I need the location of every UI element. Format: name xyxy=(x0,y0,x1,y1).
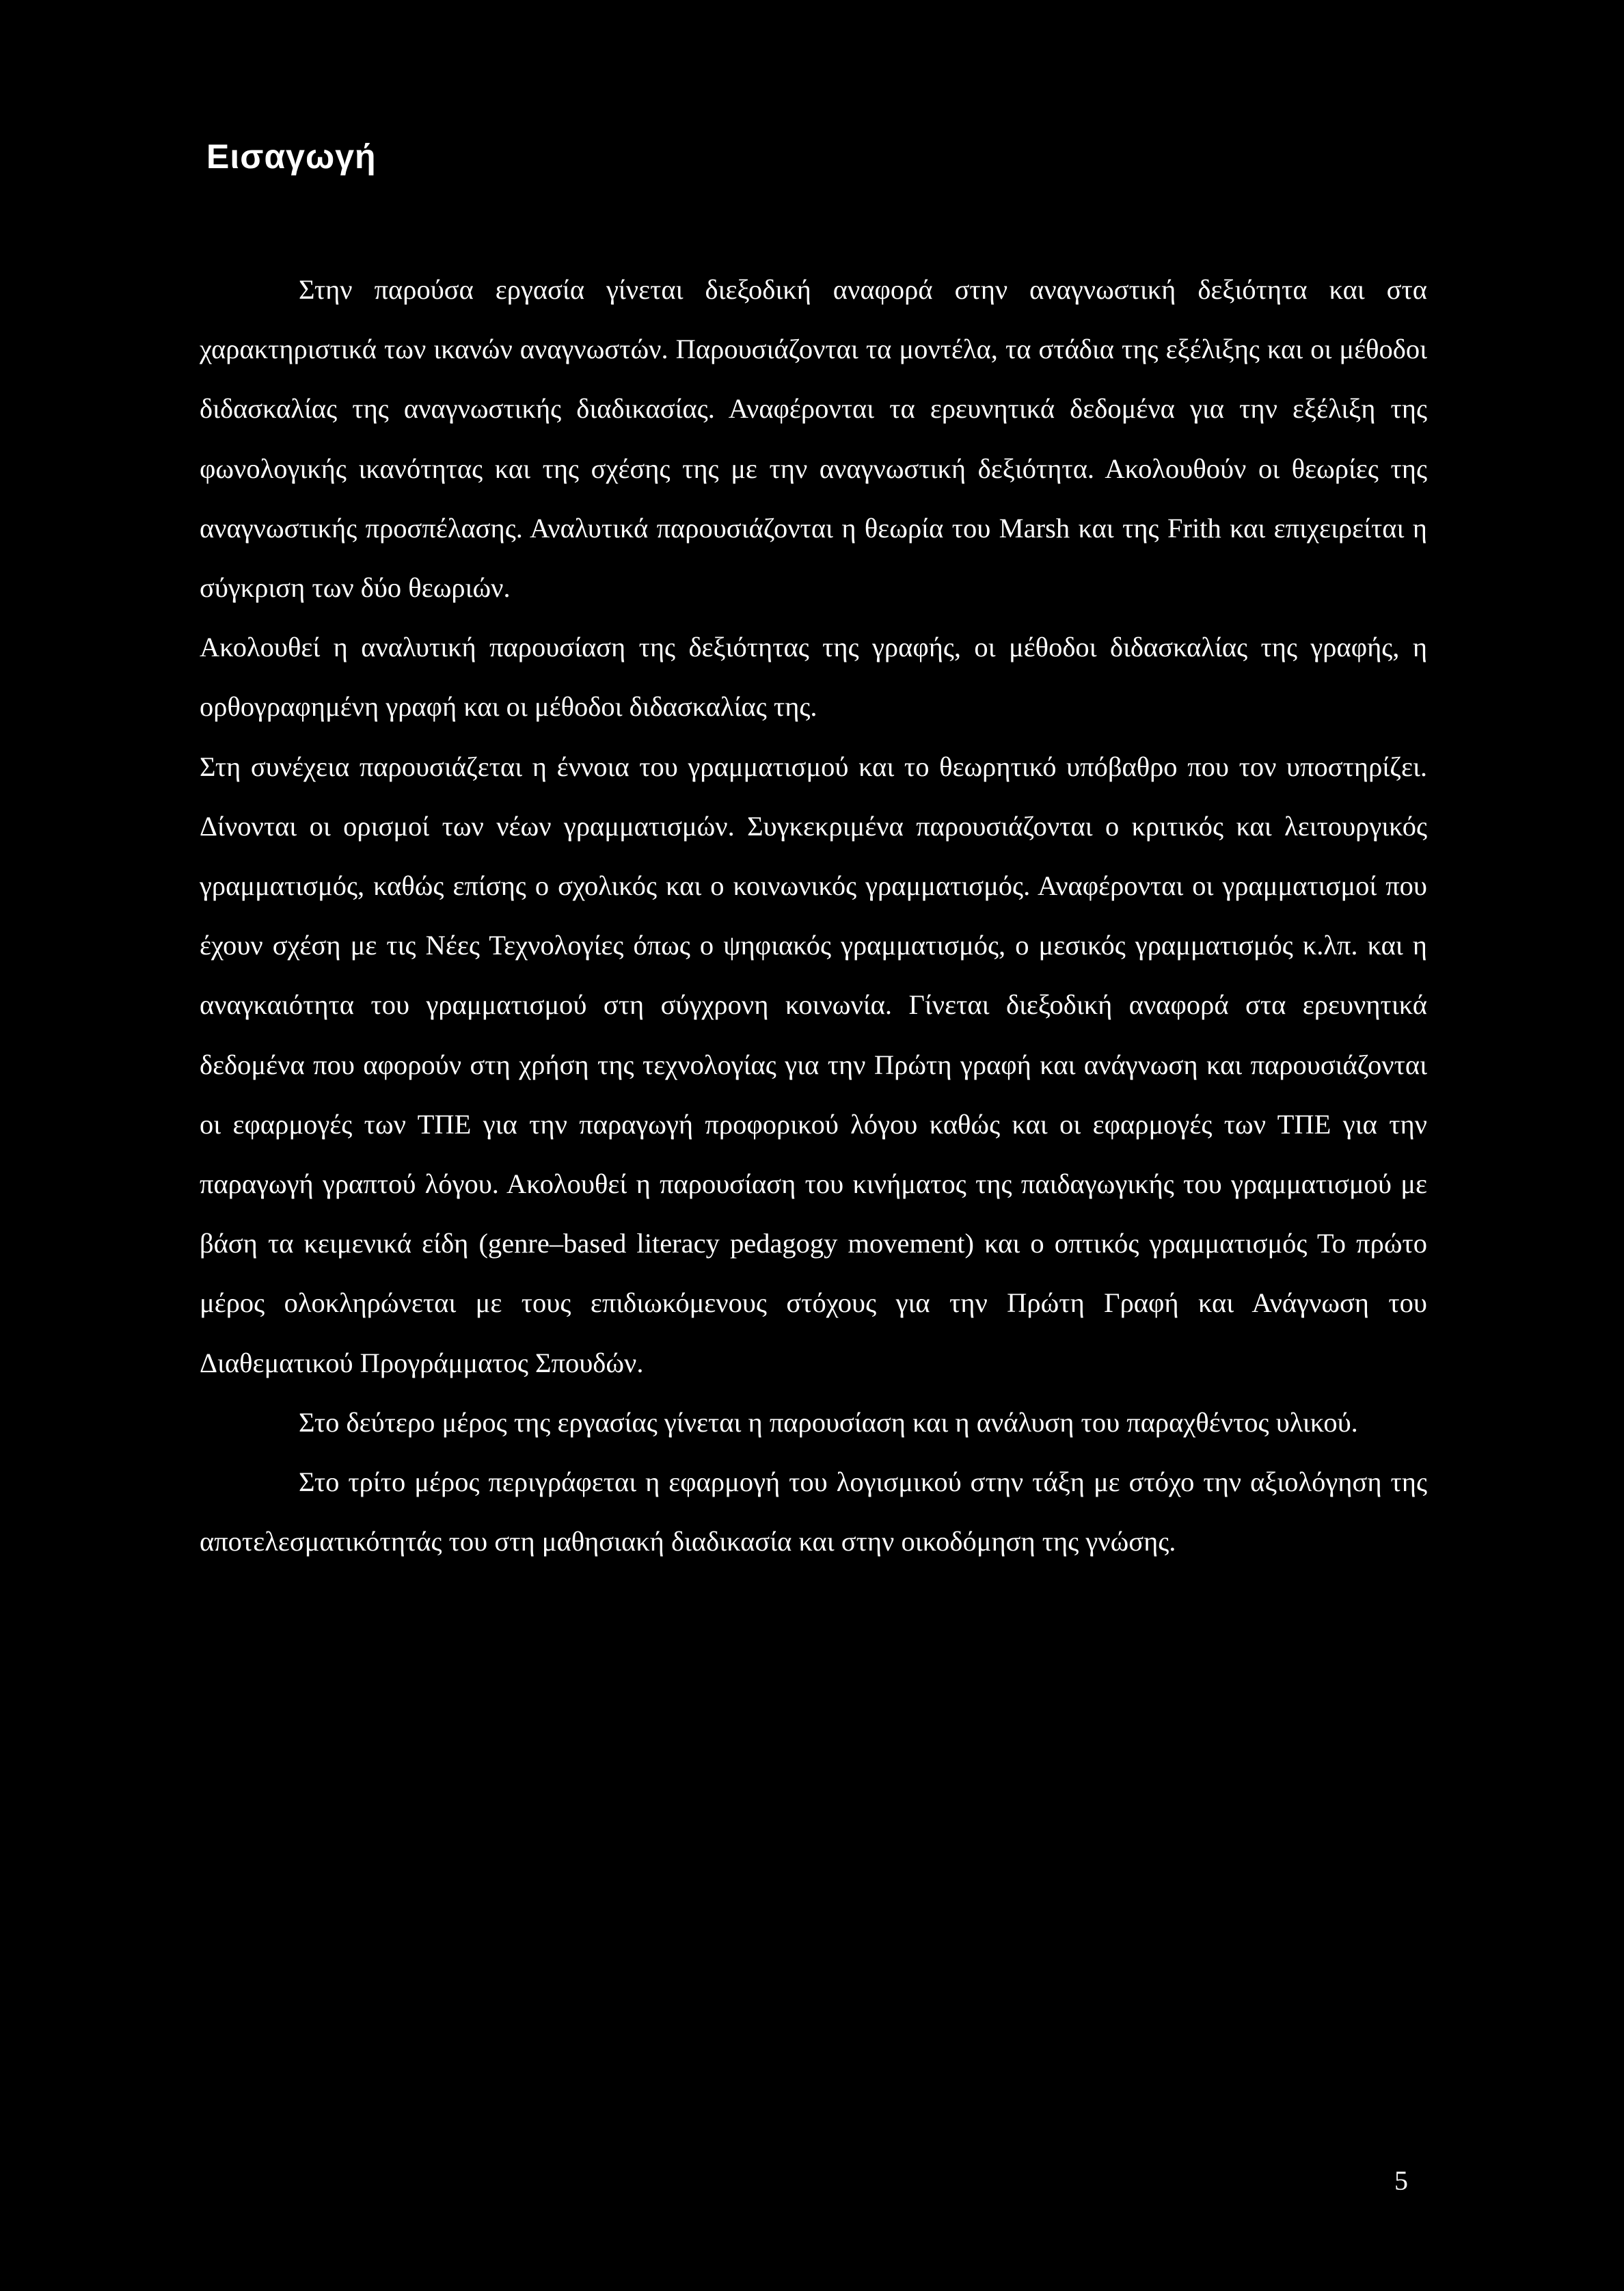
body-text xyxy=(200,260,1427,1571)
paragraph-part-three: Στο τρίτο μέρος περιγράφεται η εφαρμογή του λογισμικού στην τάξη με στόχο την αξιολόγηση της αποτελεσματικότητάς του στη μαθησιακή διαδικασία και στην οικοδόμηση της γνώσης. xyxy=(200,1466,1427,1557)
paragraph-writing: Ακολουθεί η αναλυτική παρουσίαση της δεξιότητας της γραφής, οι μέθοδοι διδασκαλίας της γραφής, η ορθογραφημένη γραφή και οι μέθοδοι διδασκαλίας της. xyxy=(200,632,1427,723)
paragraph-literacy: Στη συνέχεια παρουσιάζεται η έννοια του γραμματισμού και το θεωρητικό υπόβαθρο που τον υποστηρίζει. Δίνονται οι ορισμοί των νέων γραμματισμών. Συγκεκριμένα παρουσιάζονται ο κριτικός και λειτουργικός γραμματισμός, καθώς επίσης ο σχολικός και ο κοινωνικός γραμματισμός. Αναφέρονται οι γραμματισμοί που έχουν σχέση με τις Νέες Τεχνολογίες όπως ο ψηφιακός γραμματισμός, ο μεσικός γραμματισμός κ.λπ. και η αναγκαιότητα του γραμματισμού στη σύγχρονη κοινωνία. Γίνεται διεξοδική αναφορά στα ερευνητικά δεδομένα που αφορούν στη χρήση της τεχνολογίας για την Πρώτη γραφή και ανάγνωση και παρουσιάζονται οι εφαρμογές των ΤΠΕ για την παραγωγή προφορικού λόγου καθώς και οι εφαρμογές των ΤΠΕ για την παραγωγή γραπτού λόγου. Ακολουθεί η παρουσίαση του κινήματος της παιδαγωγικής του γραμματισμού με βάση τα κειμενικά είδη (genre–based literacy pedagogy movement) και ο οπτικός γραμματισμός Το πρώτο μέρος ολοκληρώνεται με τους επιδιωκόμενους στόχους για την Πρώτη Γραφή και Ανάγνωση του Διαθεματικού Προγράμματος Σπουδών. xyxy=(200,751,1427,1378)
paragraph-intro: Στην παρούσα εργασία γίνεται διεξοδική αναφορά στην αναγνωστική δεξιότητα και στα χαρακτηριστικά των ικανών αναγνωστών. Παρουσιάζονται τα μοντέλα, τα στάδια της εξέλιξης και οι μέθοδοι διδασκαλίας της αναγνωστικής διαδικασίας. Αναφέρονται τα ερευνητικά δεδομένα για την εξέλιξη της φωνολογικής ικανότητας και της σχέσης της με την αναγνωστική δεξιότητα. Ακολουθούν οι θεωρίες της αναγνωστικής προσπέλασης. Αναλυτικά παρουσιάζονται η θεωρία του Marsh και της Frith και επιχειρείται η σύγκριση των δύο θεωριών. xyxy=(200,274,1427,604)
page-title: Εισαγωγή xyxy=(206,137,377,176)
paragraph-part-two: Στο δεύτερο μέρος της εργασίας γίνεται η παρουσίαση και η ανάλυση του παραχθέντος υλικού. xyxy=(299,1406,1358,1438)
page-number: 5 xyxy=(1394,2165,1408,2196)
